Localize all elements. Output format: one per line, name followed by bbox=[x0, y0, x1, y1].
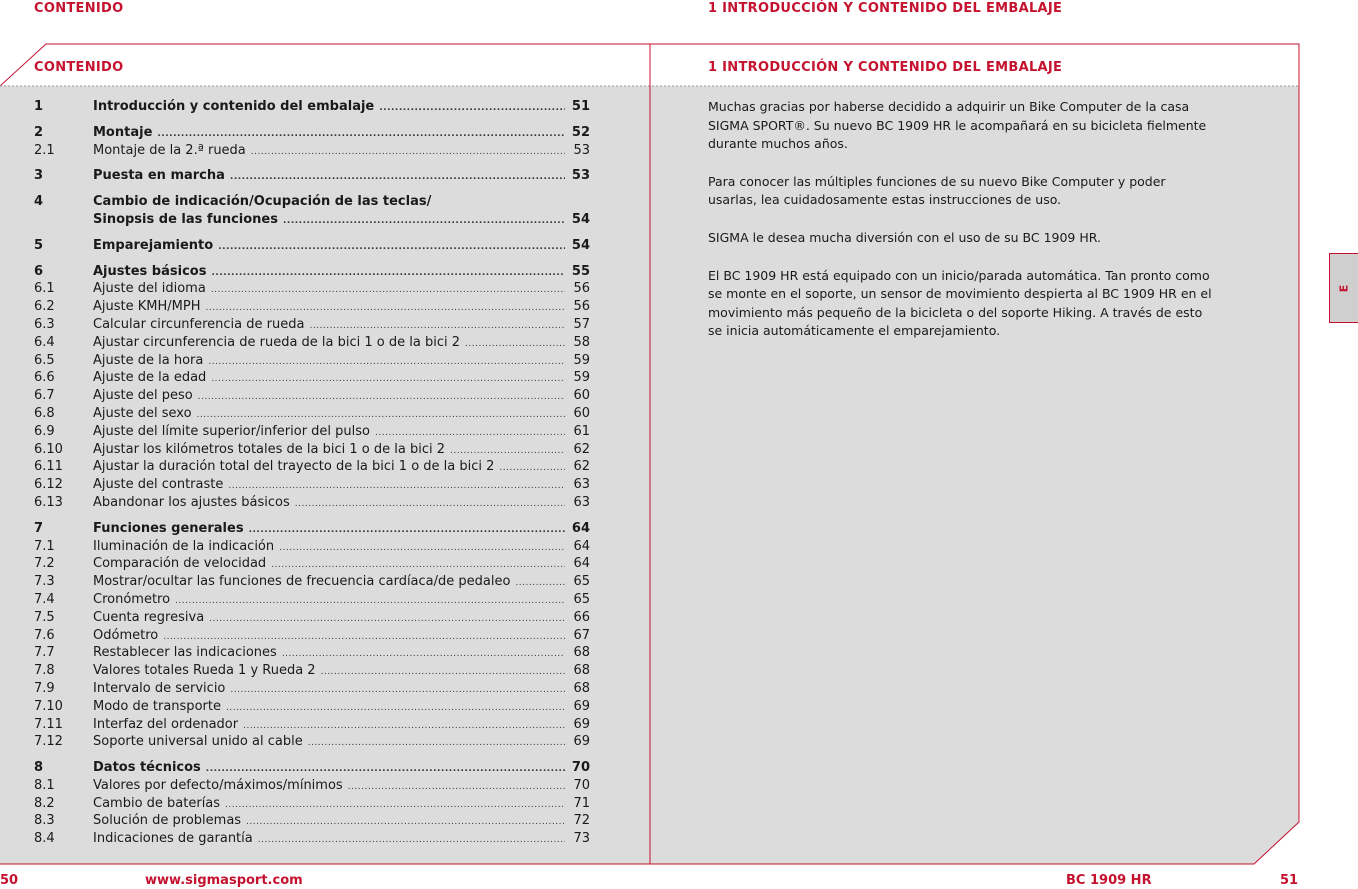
intro-paragraph: SIGMA le desea mucha diversión con el uso de su BC 1909 HR. bbox=[708, 229, 1101, 245]
toc-leader-dots bbox=[211, 282, 565, 300]
toc-entry-page: 65 bbox=[573, 574, 590, 590]
toc-entry[interactable] bbox=[34, 316, 590, 334]
toc-leader-dots bbox=[226, 700, 565, 718]
toc-group bbox=[34, 124, 590, 160]
toc-entry-title: Ajustar los kilómetros totales de la bici 1 o de la bici 2 bbox=[93, 441, 445, 457]
toc-entry[interactable] bbox=[34, 263, 590, 281]
toc-entry-page: 64 bbox=[573, 538, 590, 554]
toc-leader-dots bbox=[321, 664, 565, 682]
toc-entry-page: 68 bbox=[573, 680, 590, 696]
toc-leader-dots bbox=[175, 593, 565, 611]
toc-entry-page: 68 bbox=[573, 645, 590, 661]
toc-leader-dots bbox=[209, 611, 565, 629]
toc-entry[interactable] bbox=[34, 334, 590, 352]
toc-entry[interactable] bbox=[34, 352, 590, 370]
toc-leader-dots bbox=[379, 100, 565, 118]
toc-entry-page: 55 bbox=[571, 263, 590, 279]
toc-entry-page: 70 bbox=[573, 777, 590, 793]
toc-leader-dots bbox=[308, 735, 565, 753]
toc-entry[interactable] bbox=[34, 494, 590, 512]
toc-entry[interactable] bbox=[34, 698, 590, 716]
toc-entry[interactable] bbox=[34, 591, 590, 609]
toc-entry[interactable] bbox=[34, 369, 590, 387]
toc-entry-title: Indicaciones de garantía bbox=[93, 831, 253, 847]
toc-entry[interactable] bbox=[34, 280, 590, 298]
toc-entry[interactable] bbox=[34, 644, 590, 662]
toc-entry-page: 70 bbox=[571, 760, 590, 776]
right-page-title: 1 INTRODUCCIÓN Y CONTENIDO DEL EMBALAJE bbox=[708, 60, 1063, 75]
toc-entry-title: Emparejamiento bbox=[93, 237, 214, 253]
toc-entry-number: 6.8 bbox=[34, 405, 55, 421]
toc-entry-number: 8.3 bbox=[34, 813, 55, 829]
toc-entry-title: Ajuste de la edad bbox=[93, 370, 207, 386]
table-of-contents bbox=[34, 98, 590, 856]
toc-entry-page: 67 bbox=[573, 627, 590, 643]
intro-text bbox=[708, 98, 1218, 360]
toc-entry-title: Ajuste KMH/MPH bbox=[93, 299, 201, 315]
toc-entry-number: 2.1 bbox=[34, 142, 55, 158]
toc-entry[interactable] bbox=[34, 476, 590, 494]
toc-entry-number: 7.9 bbox=[34, 680, 55, 696]
toc-leader-dots bbox=[230, 169, 565, 187]
toc-entry-title: Intervalo de servicio bbox=[93, 680, 226, 696]
toc-entry-title: Puesta en marcha bbox=[93, 168, 225, 184]
toc-entry-title: Restablecer las indicaciones bbox=[93, 645, 277, 661]
toc-entry-page: 61 bbox=[573, 423, 590, 439]
toc-leader-dots bbox=[282, 646, 565, 664]
toc-entry[interactable] bbox=[34, 193, 590, 211]
toc-entry-number: 7.12 bbox=[34, 734, 63, 750]
toc-entry-title: Iluminación de la indicación bbox=[93, 538, 275, 554]
toc-entry-page: 56 bbox=[573, 281, 590, 297]
toc-entry[interactable] bbox=[34, 423, 590, 441]
toc-entry-title: Ajuste del idioma bbox=[93, 281, 206, 297]
toc-entry-title: Ajuste de la hora bbox=[93, 352, 204, 368]
toc-entry-title: Ajustes básicos bbox=[93, 263, 207, 279]
toc-entry-number: 6.13 bbox=[34, 494, 63, 510]
toc-entry-title: Comparación de velocidad bbox=[93, 556, 267, 572]
toc-group bbox=[34, 193, 590, 229]
toc-entry-title: Interfaz del ordenador bbox=[93, 716, 239, 732]
page-number-right: 51 bbox=[1280, 873, 1299, 888]
toc-entry-number: 7 bbox=[34, 520, 44, 536]
toc-entry-page: 59 bbox=[573, 352, 590, 368]
toc-entry-page: 60 bbox=[573, 388, 590, 404]
toc-entry[interactable] bbox=[34, 573, 590, 591]
toc-entry-number: 7.4 bbox=[34, 591, 55, 607]
toc-entry[interactable] bbox=[34, 555, 590, 573]
toc-entry-page: 69 bbox=[573, 698, 590, 714]
toc-entry-page: 59 bbox=[573, 370, 590, 386]
toc-entry-title: Cambio de indicación/Ocupación de las teclas/ bbox=[93, 194, 432, 210]
page-number-left: 50 bbox=[0, 873, 19, 888]
toc-entry-page: 69 bbox=[573, 716, 590, 732]
toc-entry-page: 64 bbox=[573, 556, 590, 572]
toc-entry-page: 52 bbox=[571, 124, 590, 140]
toc-entry-page: 68 bbox=[573, 663, 590, 679]
toc-entry[interactable] bbox=[34, 627, 590, 645]
toc-entry-title: Funciones generales bbox=[93, 520, 244, 536]
toc-entry[interactable] bbox=[34, 795, 590, 813]
toc-entry[interactable] bbox=[34, 830, 590, 848]
toc-entry-page: 73 bbox=[573, 831, 590, 847]
toc-entry-title: Odómetro bbox=[93, 627, 159, 643]
website-link[interactable]: www.sigmasport.com bbox=[145, 873, 303, 888]
toc-entry-number: 7.8 bbox=[34, 663, 55, 679]
toc-entry-title: Ajuste del contraste bbox=[93, 477, 224, 493]
toc-entry[interactable] bbox=[34, 405, 590, 423]
toc-group bbox=[34, 98, 590, 116]
toc-entry-title: Ajuste del límite superior/inferior del pulso bbox=[93, 423, 370, 439]
toc-entry[interactable] bbox=[34, 777, 590, 795]
toc-entry[interactable] bbox=[34, 458, 590, 476]
toc-entry[interactable] bbox=[34, 167, 590, 185]
toc-entry[interactable] bbox=[34, 716, 590, 734]
model-name: BC 1909 HR bbox=[1066, 873, 1152, 888]
toc-entry-title: Mostrar/ocultar las funciones de frecuencia cardíaca/de pedaleo bbox=[93, 574, 511, 590]
toc-entry-page: 53 bbox=[573, 142, 590, 158]
toc-entry[interactable] bbox=[34, 387, 590, 405]
toc-leader-dots bbox=[218, 239, 565, 257]
toc-entry-page: 57 bbox=[573, 316, 590, 332]
left-page-title: CONTENIDO bbox=[34, 60, 124, 75]
toc-entry-page: 72 bbox=[573, 813, 590, 829]
toc-entry-title: Montaje de la 2.ª rueda bbox=[93, 142, 246, 158]
toc-leader-dots bbox=[279, 540, 565, 558]
toc-entry-number: 8.1 bbox=[34, 777, 55, 793]
toc-entry[interactable] bbox=[34, 662, 590, 680]
toc-entry-title: Ajuste del sexo bbox=[93, 405, 192, 421]
toc-entry-title: Solución de problemas bbox=[93, 813, 242, 829]
toc-leader-dots bbox=[251, 144, 565, 162]
toc-leader-dots bbox=[246, 814, 565, 832]
running-head-left: CONTENIDO bbox=[34, 1, 124, 16]
toc-entry[interactable] bbox=[34, 680, 590, 698]
toc-entry[interactable] bbox=[34, 211, 590, 229]
toc-entry-number: 6.9 bbox=[34, 423, 55, 439]
language-tab[interactable] bbox=[1329, 253, 1358, 323]
toc-entry[interactable] bbox=[34, 609, 590, 627]
toc-entry[interactable] bbox=[34, 759, 590, 777]
toc-entry[interactable] bbox=[34, 237, 590, 255]
toc-entry[interactable] bbox=[34, 733, 590, 751]
toc-entry-number: 7.2 bbox=[34, 556, 55, 572]
toc-entry-title: Modo de transporte bbox=[93, 698, 221, 714]
toc-leader-dots bbox=[499, 460, 565, 478]
toc-entry-title: Valores por defecto/máximos/mínimos bbox=[93, 777, 343, 793]
toc-entry-number: 6.2 bbox=[34, 299, 55, 315]
intro-paragraph: Para conocer las múltiples funciones de su nuevo Bike Computer y poder usarlas, lea cuidadosamente estas instrucciones de uso. bbox=[708, 173, 1166, 208]
toc-entry-page: 54 bbox=[571, 237, 590, 253]
toc-leader-dots bbox=[283, 213, 565, 231]
toc-entry-page: 62 bbox=[573, 441, 590, 457]
toc-leader-dots bbox=[348, 779, 565, 797]
toc-entry-page: 58 bbox=[573, 334, 590, 350]
toc-group bbox=[34, 167, 590, 185]
toc-entry-number: 5 bbox=[34, 237, 44, 253]
toc-entry-title: Cuenta regresiva bbox=[93, 609, 205, 625]
toc-entry-page: 65 bbox=[573, 591, 590, 607]
toc-entry-title: Cronómetro bbox=[93, 591, 171, 607]
toc-leader-dots bbox=[198, 389, 565, 407]
toc-leader-dots bbox=[208, 354, 565, 372]
toc-entry[interactable] bbox=[34, 98, 590, 116]
toc-entry-title: Montaje bbox=[93, 124, 153, 140]
toc-entry-number: 7.1 bbox=[34, 538, 55, 554]
toc-entry-page: 63 bbox=[573, 494, 590, 510]
toc-leader-dots bbox=[295, 496, 565, 514]
toc-entry-number: 8.2 bbox=[34, 795, 55, 811]
toc-leader-dots bbox=[258, 832, 565, 850]
toc-entry-page: 71 bbox=[573, 795, 590, 811]
toc-entry[interactable] bbox=[34, 520, 590, 538]
toc-group bbox=[34, 520, 590, 751]
toc-entry[interactable] bbox=[34, 298, 590, 316]
toc-entry-number: 6.7 bbox=[34, 388, 55, 404]
toc-leader-dots bbox=[249, 522, 565, 540]
toc-entry-number: 7.7 bbox=[34, 645, 55, 661]
toc-entry-number: 7.3 bbox=[34, 574, 55, 590]
toc-leader-dots bbox=[211, 371, 565, 389]
toc-entry-page: 63 bbox=[573, 477, 590, 493]
toc-entry-title: Sinopsis de las funciones bbox=[93, 211, 278, 227]
toc-entry[interactable] bbox=[34, 812, 590, 830]
language-tab-label: E bbox=[1337, 284, 1351, 292]
toc-leader-dots bbox=[225, 797, 565, 815]
toc-entry-title: Ajuste del peso bbox=[93, 388, 193, 404]
toc-entry-page: 60 bbox=[573, 405, 590, 421]
toc-entry-title: Introducción y contenido del embalaje bbox=[93, 99, 375, 114]
toc-entry-number: 4 bbox=[34, 194, 44, 210]
toc-entry-title: Calcular circunferencia de rueda bbox=[93, 316, 305, 332]
toc-entry-number: 6.10 bbox=[34, 441, 63, 457]
toc-entry-number: 7.11 bbox=[34, 716, 63, 732]
toc-entry-title: Soporte universal unido al cable bbox=[93, 734, 303, 750]
toc-entry-page: 66 bbox=[573, 609, 590, 625]
toc-entry-title: Ajustar circunferencia de rueda de la bici 1 o de la bici 2 bbox=[93, 334, 461, 350]
toc-entry-number: 8 bbox=[34, 760, 44, 776]
toc-entry-page: 56 bbox=[573, 299, 590, 315]
toc-entry-number: 7.10 bbox=[34, 698, 63, 714]
toc-entry-page: 62 bbox=[573, 459, 590, 475]
toc-entry-number: 6 bbox=[34, 263, 44, 279]
toc-entry-title: Valores totales Rueda 1 y Rueda 2 bbox=[93, 663, 316, 679]
toc-entry-title: Abandonar los ajustes básicos bbox=[93, 494, 290, 510]
toc-group bbox=[34, 263, 590, 512]
toc-entry-number: 6.5 bbox=[34, 352, 55, 368]
toc-entry-page: 54 bbox=[571, 211, 590, 227]
toc-group bbox=[34, 759, 590, 848]
toc-leader-dots bbox=[515, 575, 565, 593]
intro-paragraph: Muchas gracias por haberse decidido a adquirir un Bike Computer de la casa SIGMA SPORT®. Su nuevo BC 1909 HR le acompañará en su bicicleta fielmente durante muchos años. bbox=[708, 99, 1207, 152]
toc-entry-number: 6.11 bbox=[34, 459, 63, 475]
toc-entry-page: 53 bbox=[571, 168, 590, 184]
toc-entry-title: Datos técnicos bbox=[93, 760, 201, 776]
toc-entry-title: Cambio de baterías bbox=[93, 795, 221, 811]
toc-entry-number: 6.4 bbox=[34, 334, 55, 350]
toc-entry-number: 6.1 bbox=[34, 281, 55, 297]
toc-entry-number: 6.3 bbox=[34, 316, 55, 332]
running-head-right: 1 INTRODUCCIÓN Y CONTENIDO DEL EMBALAJE bbox=[708, 1, 1063, 16]
toc-entry-page: 51 bbox=[571, 99, 590, 114]
toc-entry-number: 3 bbox=[34, 168, 44, 184]
toc-group bbox=[34, 237, 590, 255]
toc-entry[interactable] bbox=[34, 124, 590, 142]
toc-entry-title: Ajustar la duración total del trayecto de la bici 1 o de la bici 2 bbox=[93, 459, 495, 475]
toc-entry-page: 69 bbox=[573, 734, 590, 750]
toc-entry-number: 8.4 bbox=[34, 831, 55, 847]
toc-entry[interactable] bbox=[34, 142, 590, 160]
toc-leader-dots bbox=[465, 336, 565, 354]
toc-leader-dots bbox=[211, 265, 565, 283]
toc-entry-number: 7.6 bbox=[34, 627, 55, 643]
toc-entry-number: 2 bbox=[34, 124, 44, 140]
toc-leader-dots bbox=[230, 682, 565, 700]
toc-entry-page: 64 bbox=[571, 520, 590, 536]
toc-entry-number: 1 bbox=[34, 99, 44, 114]
toc-entry[interactable] bbox=[34, 441, 590, 459]
toc-entry-number: 7.5 bbox=[34, 609, 55, 625]
toc-entry-number: 6.12 bbox=[34, 477, 63, 493]
intro-paragraph: El BC 1909 HR está equipado con un inicio/parada automática. Tan pronto como se monte en el soporte, un sensor de movimiento despierta al BC 1909 HR en el movimiento más pequeño de la bicicleta o del soporte Hiking. A través de esto se inicia automáticamente el emparejamiento. bbox=[708, 267, 1212, 339]
toc-entry[interactable] bbox=[34, 538, 590, 556]
toc-entry-number: 6.6 bbox=[34, 370, 55, 386]
